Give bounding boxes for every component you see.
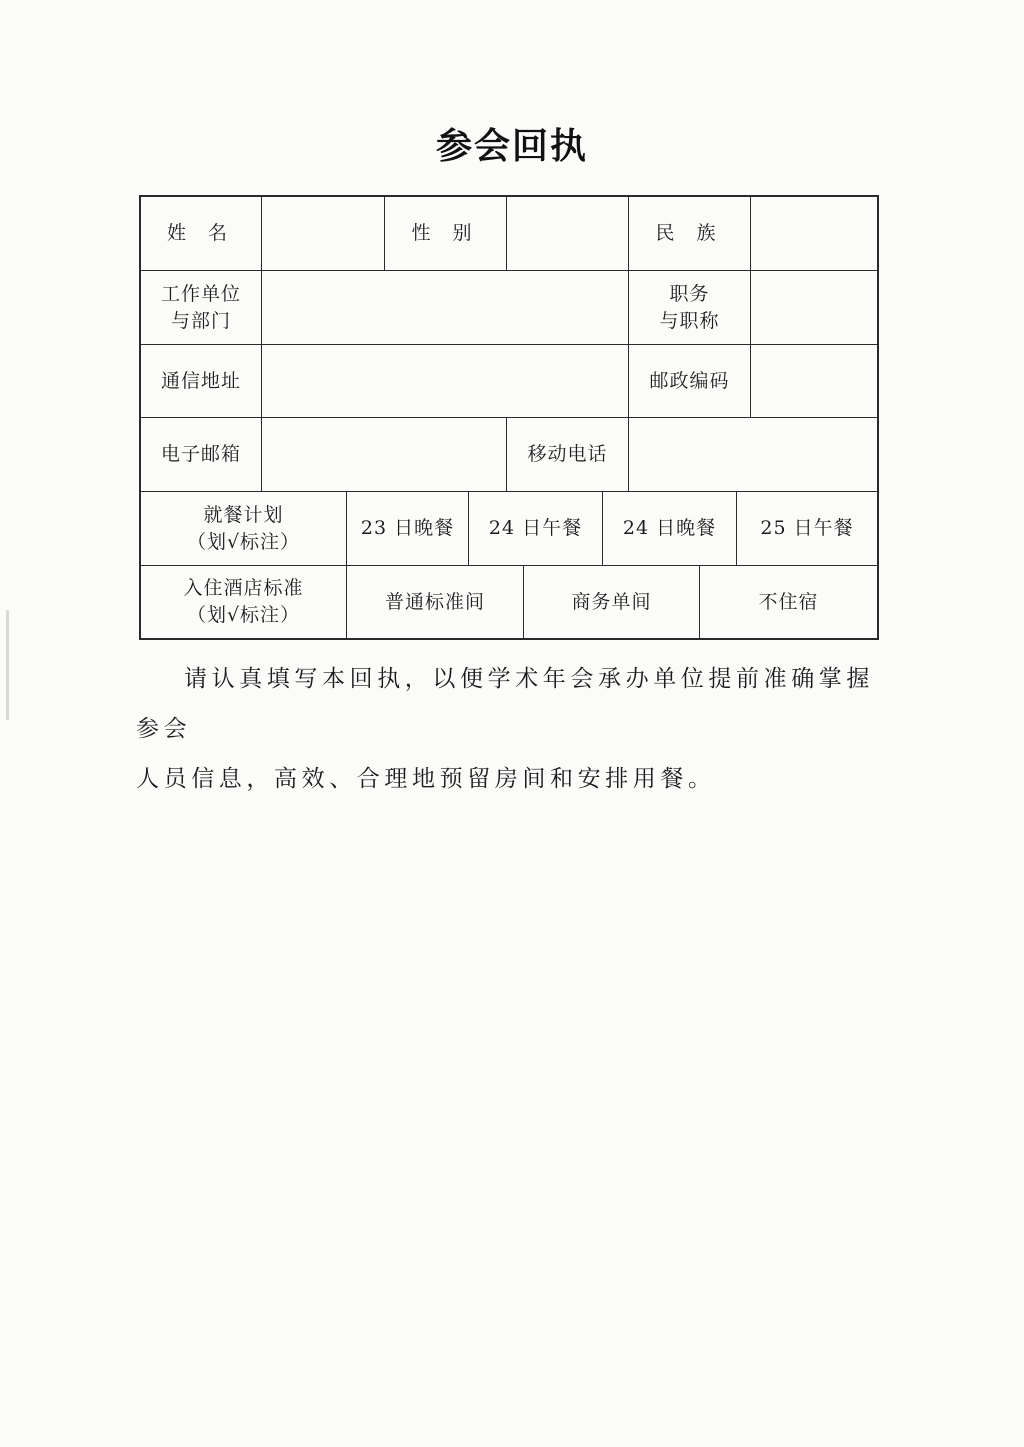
form-row-work-unit (141, 271, 877, 345)
postcode-field[interactable] (751, 345, 877, 417)
ethnicity-field[interactable] (751, 197, 877, 270)
instruction-line-1 (136, 654, 888, 754)
form-row-name (141, 197, 877, 271)
meal-option[interactable]: 25 日午餐 (760, 517, 854, 539)
ethnicity-label: 民 族 (629, 197, 751, 270)
instruction-line-2: 人员信息，高效、合理地预留房间和安排用餐。 (136, 766, 716, 792)
work-unit-label-line2: 与部门 (170, 309, 231, 332)
address-field[interactable] (262, 345, 629, 417)
position-label-line1: 职务 (669, 282, 710, 305)
hotel-standard-label-line1: 入住酒店标准 (183, 577, 304, 599)
work-unit-label (141, 271, 262, 344)
registration-form-table (139, 195, 879, 640)
instruction-paragraph (136, 654, 888, 804)
page-title: 参会回执 (435, 126, 588, 167)
meal-plan-label (141, 492, 347, 565)
meal-plan-label-line1: 就餐计划 (203, 503, 284, 526)
meal-option[interactable]: 24 日午餐 (469, 492, 603, 565)
instruction-line-1-text: 请认真填写本回执，以便学术年会承办单位提前准确掌握参会 (136, 666, 874, 742)
form-row-address (141, 345, 877, 418)
position-label-line2: 与职称 (659, 309, 720, 332)
position-field[interactable] (751, 271, 877, 344)
form-row-hotel (141, 566, 877, 638)
work-unit-field[interactable] (262, 271, 629, 344)
form-row-meal-plan (141, 492, 877, 566)
scan-edge-mark (6, 610, 9, 720)
email-label: 电子邮箱 (141, 418, 262, 491)
hotel-standard-label-line2: （划√标注） (186, 604, 301, 626)
meal-plan-label-line2: （划√标注） (186, 530, 301, 553)
address-label: 通信地址 (141, 345, 262, 417)
form-row-contact (141, 418, 877, 492)
postcode-label: 邮政编码 (629, 345, 751, 417)
meal-option[interactable]: 24 日晚餐 (603, 492, 737, 565)
email-field[interactable] (262, 418, 507, 491)
mobile-label: 移动电话 (507, 418, 629, 491)
name-field[interactable] (262, 197, 385, 270)
hotel-option[interactable]: 不住宿 (758, 590, 819, 613)
hotel-option[interactable]: 商务单间 (524, 566, 700, 638)
gender-label: 性 别 (385, 197, 507, 270)
work-unit-label-line1: 工作单位 (160, 282, 241, 305)
name-label: 姓 名 (141, 197, 262, 270)
mobile-field[interactable] (629, 418, 877, 491)
gender-field[interactable] (507, 197, 629, 270)
hotel-standard-label (141, 566, 347, 638)
position-label (629, 271, 751, 344)
hotel-option[interactable]: 普通标准间 (347, 566, 524, 638)
meal-option[interactable]: 23 日晚餐 (347, 492, 469, 565)
